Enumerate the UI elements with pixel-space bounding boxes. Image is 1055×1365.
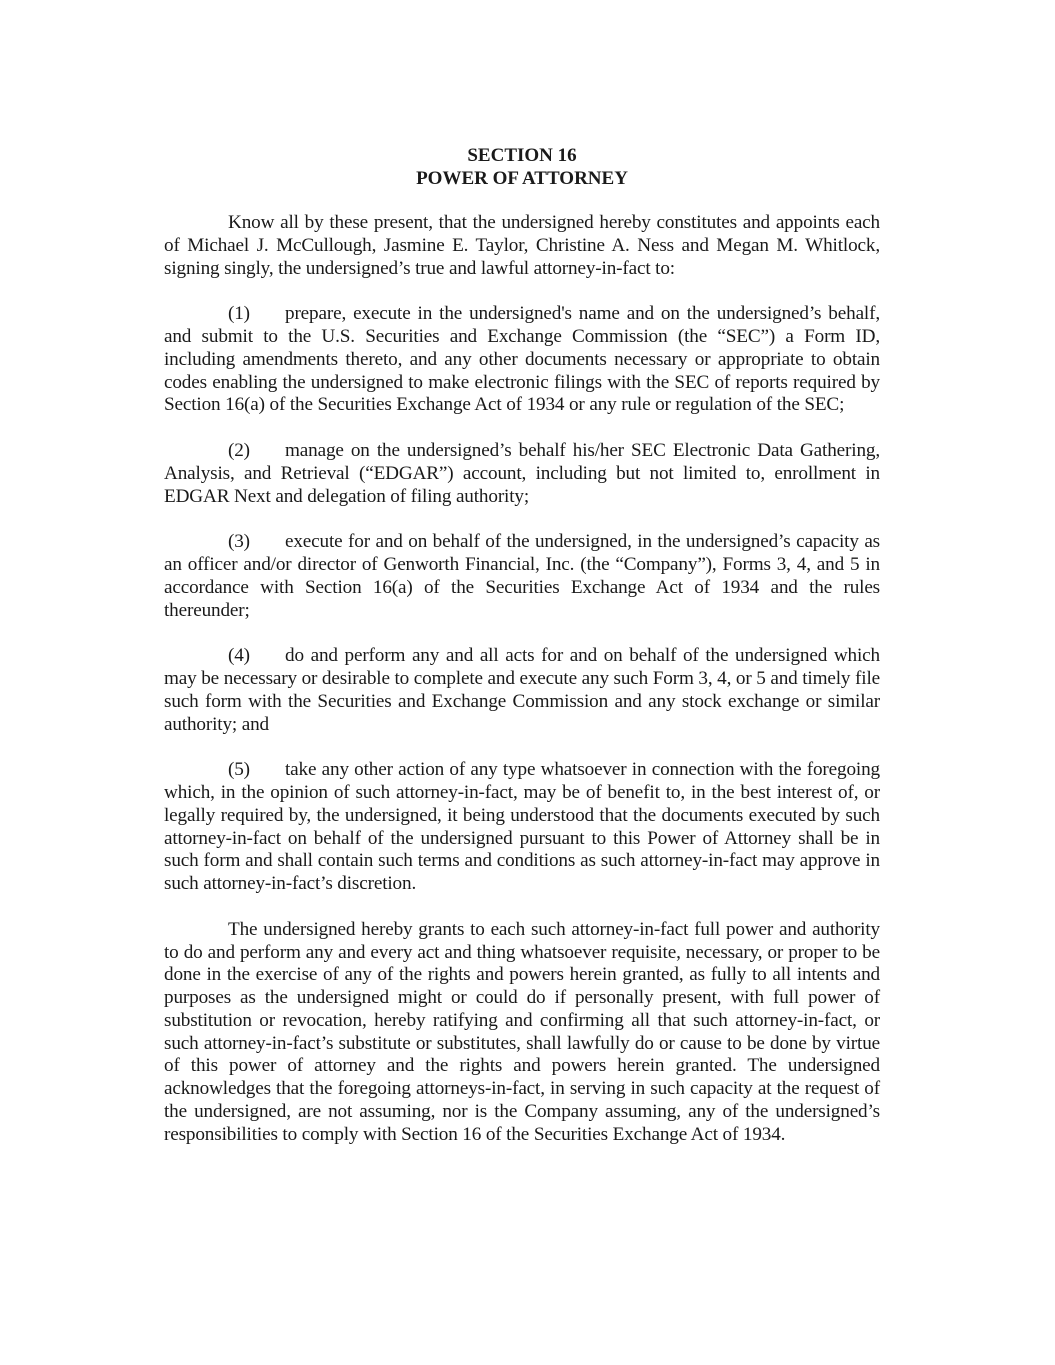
item-number: (4) (228, 645, 250, 667)
intro-paragraph: Know all by these present, that the undersigned hereby constitutes and appoints each of Michael J. McCullough, Jasmine E. Taylor, Christine A. Ness and Megan M. Whitlock, signing singly, the undersigned’s true and lawful attorney-in-fact to: (164, 212, 880, 279)
list-item-2 (164, 440, 880, 508)
item-number: (2) (228, 439, 250, 461)
item-number: (5) (228, 759, 250, 781)
list-item-3 (164, 531, 880, 622)
list-item-4 (164, 645, 880, 736)
item-text: execute for and on behalf of the undersigned, in the undersigned’s capacity as an officer and/or director of Genworth Financial, Inc. (the “Company”), Forms 3, 4, and 5 in accordance with Section 16(a) of the Securities Exchange Act of 1934 and the rules thereunder; (164, 531, 880, 621)
item-text: prepare, execute in the undersigned's name and on the undersigned’s behalf, and submit to the U.S. Securities and Exchange Commission (the “SEC”) a Form ID, including amendments thereto, and any other documents necessary or appropriate to obtain codes enabling the undersigned to make electronic filings with the SEC of reports required by Section 16(a) of the Securities Exchange Act of 1934 or any rule or regulation of the SEC; (164, 303, 880, 416)
item-number: (1) (228, 303, 250, 325)
section-title: SECTION 16 (467, 145, 577, 166)
document-page (164, 145, 880, 1169)
list-item-1 (164, 303, 880, 417)
item-text: manage on the undersigned’s behalf his/her SEC Electronic Data Gathering, Analysis, and Retrieval (“EDGAR”) account, including but not limited to, enrollment in EDGAR Next and delegation of filing authority; (164, 439, 880, 507)
list-item-5 (164, 759, 880, 896)
closing-paragraph: The undersigned hereby grants to each such attorney-in-fact full power and authority to do and perform any and every act and thing whatsoever requisite, necessary, or proper to be done in the exercise of any of the rights and powers herein granted, as fully to all intents and purposes as the undersigned might or could do if personally present, with full power of substitution or revocation, hereby ratifying and confirming all that such attorney-in-fact, or such attorney-in-fact’s substitute or substitutes, shall lawfully do or cause to be done by virtue of this power of attorney and the rights and powers herein granted. The undersigned acknowledges that the foregoing attorneys-in-fact, in serving in such capacity at the request of the undersigned, are not assuming, nor is the Company assuming, any of the undersigned’s responsibilities to comply with Section 16 of the Securities Exchange Act of 1934. (164, 918, 880, 1145)
item-text: do and perform any and all acts for and on behalf of the undersigned which may be necessary or desirable to complete and execute any such Form 3, 4, or 5 and timely file such form with the Securities and Exchange Commission and any stock exchange or similar authority; and (164, 645, 880, 735)
document-heading (164, 145, 880, 190)
item-number: (3) (228, 531, 250, 553)
item-text: take any other action of any type whatsoever in connection with the foregoing which, in the opinion of such attorney-in-fact, may be of benefit to, in the best interest of, or legally required by, the undersigned, it being understood that the documents executed by such attorney-in-fact on behalf of the undersigned pursuant to this Power of Attorney shall be in such form and shall contain such terms and conditions as such attorney-in-fact may approve in such attorney-in-fact’s discretion. (164, 759, 880, 895)
document-title: POWER OF ATTORNEY (416, 167, 628, 189)
